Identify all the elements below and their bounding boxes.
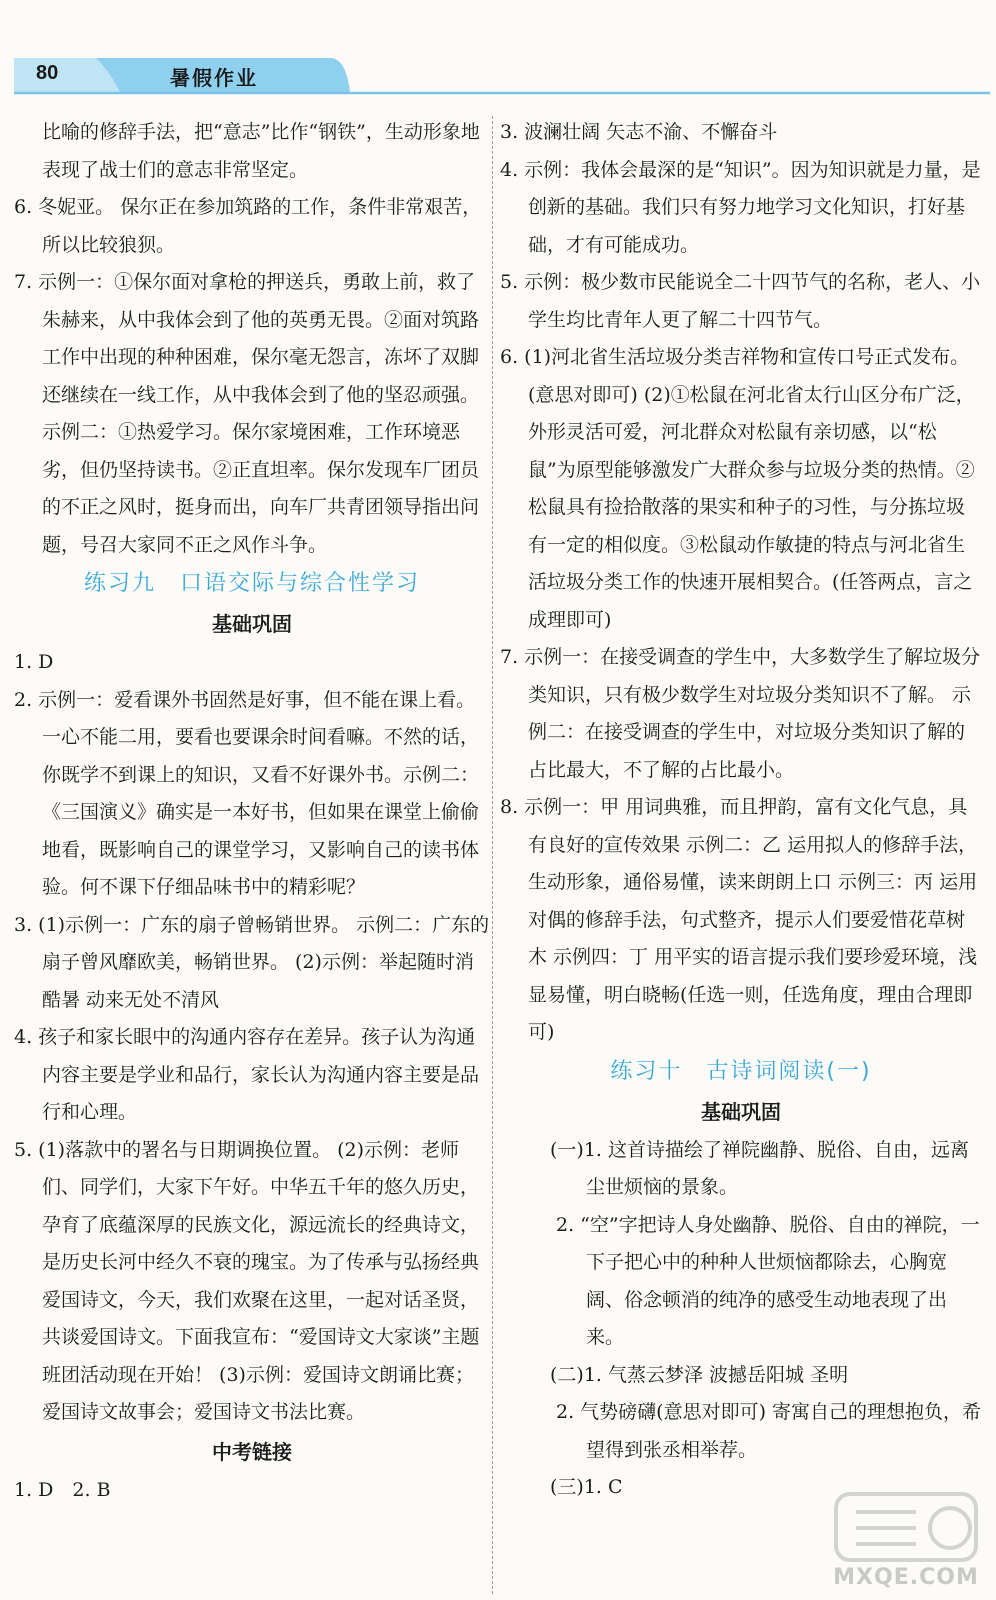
- watermark-stamp-icon: [822, 1488, 990, 1568]
- answer-paragraph: 2. 气势磅礴(意思对即可) 寄寓自己的理想抱负，希望得到张丞相举荐。: [556, 1401, 982, 1461]
- answer-paragraph: 5. (1)落款中的署名与日期调换位置。 (2)示例：老师们、同学们，大家下午好。中华五千年的悠久历史，孕育了底蕴深厚的民族文化，源远流长的经典诗文，是历史长河中经久不衰的瑰宝。为了传承与弘扬经典爱国诗文，今天，我们欢聚在这里，一起对话圣贤，共谈爱国诗文。下面我宣布：“爱国诗文大家谈”主题班团活动现在开始！ (3)示例：爱国诗文朗诵比赛；爱国诗文故事会；爱国诗文书法比赛。: [14, 1138, 480, 1423]
- answer-paragraph: 2. 示例一：爱看课外书固然是好事，但不能在课上看。一心不能二用，要看也要课余时间看嘛。不然的话，你既学不到课上的知识，又看不好课外书。示例二：《三国演义》确实是一本好书，但如果在课堂上偷偷地看，既影响自己的课堂学习，又影响自己的读书体验。何不课下仔细品味书中的精彩呢？: [14, 688, 480, 898]
- page-number: 80: [36, 62, 59, 84]
- header-banner-graphic: [0, 0, 996, 100]
- answer-paragraph: 8. 示例一：甲 用词典雅，而且押韵，富有文化气息，具有良好的宣传效果 示例二：乙 运用拟人的修辞手法，生动形象，通俗易懂，读来朗朗上口 示例三：丙 运用对偶的修辞手法，句式整齐，提示人们要爱惜花草树木 示例四：丁 用平实的语言提示我们要珍爱环境，浅显易懂，明白晓畅(任选一则，任选角度，理由合理即可): [500, 796, 978, 1043]
- answer-paragraph: 5. 示例：极少数市民能说全二十四节气的名称，老人、小学生均比青年人更了解二十四节气。: [500, 271, 981, 331]
- answer-paragraph: 1. D: [14, 651, 54, 673]
- section-title: 练习十 古诗词阅读(一): [610, 1058, 872, 1084]
- answer-paragraph: 1. D 2. B: [14, 1478, 111, 1501]
- subsection-title: 中考链接: [212, 1439, 292, 1464]
- answer-paragraph: 4. 孩子和家长眼中的沟通内容存在差异。孩子认为沟通内容主要是学业和品行，家长认为沟通内容主要是品行和心理。: [14, 1026, 480, 1123]
- watermark-text: MXQE.COM: [833, 1565, 979, 1590]
- section-title: 练习九 口语交际与综合性学习: [83, 571, 420, 596]
- subsection-title: 基础巩固: [701, 1099, 781, 1124]
- watermark-logo: [822, 1488, 990, 1594]
- answer-paragraph: 4. 示例：我体会最深的是“知识”。因为知识就是力量，是创新的基础。我们只有努力地学习文化知识，打好基础，才有可能成功。: [500, 158, 981, 256]
- column-divider: [492, 116, 493, 1594]
- answer-paragraph: 7. 示例一：在接受调查的学生中，大多数学生了解垃圾分类知识，只有极少数学生对垃圾分类知识不了解。 示例二：在接受调查的学生中，对垃圾分类知识了解的占比最大，不了解的占比最小。: [500, 646, 981, 781]
- header-title: 暑假作业: [170, 66, 258, 90]
- answer-paragraph: 7. 示例一：①保尔面对拿枪的押送兵，勇敢上前，救了朱赫来，从中我体会到了他的英勇无畏。②面对筑路工作中出现的种种困难，保尔毫无怨言，冻坏了双脚还继续在一线工作，从中我体会到了他的坚忍顽强。 示例二：①热爱学习。保尔家境困难，工作环境恶劣，但仍坚持读书。②正直坦率。保尔发现车厂团员的不正之风时，挺身而出，向车厂共青团领导指出问题，号召大家同不正之风作斗争。: [14, 271, 480, 556]
- answer-paragraph: 6. 冬妮亚。 保尔正在参加筑路的工作，条件非常艰苦，所以比较狼狈。: [14, 196, 482, 256]
- answer-paragraph: (二)1. 气蒸云梦泽 波撼岳阳城 圣明: [550, 1363, 849, 1386]
- answer-paragraph: 6. (1)河北省生活垃圾分类吉祥物和宣传口号正式发布。(意思对即可) (2)①松鼠在河北省太行山区分布广泛，外形灵活可爱，河北群众对松鼠有亲切感，以“松鼠”为原型能够激发广大群众参与垃圾分类的热情。②松鼠具有捡拾散落的果实和种子的习性，与分拣垃圾有一定的相似度。③松鼠动作敏捷的特点与河北省生活垃圾分类工作的快速开展相契合。(任答两点，言之成理即可): [500, 346, 975, 631]
- left-column: [14, 114, 490, 1509]
- answer-paragraph: (一)1. 这首诗描绘了禅院幽静、脱俗、自由，远离尘世烦恼的景象。: [550, 1138, 969, 1198]
- right-column: [500, 114, 982, 1507]
- answer-paragraph: 3. (1)示例一：广东的扇子曾畅销世界。 示例二：广东的扇子曾风靡欧美，畅销世界。 (2)示例：举起随时消酷暑 动来无处不清风: [14, 913, 490, 1011]
- page-header: [0, 0, 996, 100]
- answer-paragraph: 比喻的修辞手法，把“意志”比作“钢铁”，生动形象地表现了战士们的意志非常坚定。: [42, 121, 480, 181]
- answer-paragraph: 3. 波澜壮阔 矢志不渝、不懈奋斗: [500, 121, 778, 143]
- answer-paragraph: 2. “空”字把诗人身处幽静、脱俗、自由的禅院，一下子把心中的种种人世烦恼都除去，心胸宽阔、俗念顿消的纯净的感受生动地表现了出来。: [556, 1213, 980, 1348]
- subsection-title: 基础巩固: [212, 612, 292, 636]
- answer-paragraph: (三)1. C: [550, 1476, 623, 1498]
